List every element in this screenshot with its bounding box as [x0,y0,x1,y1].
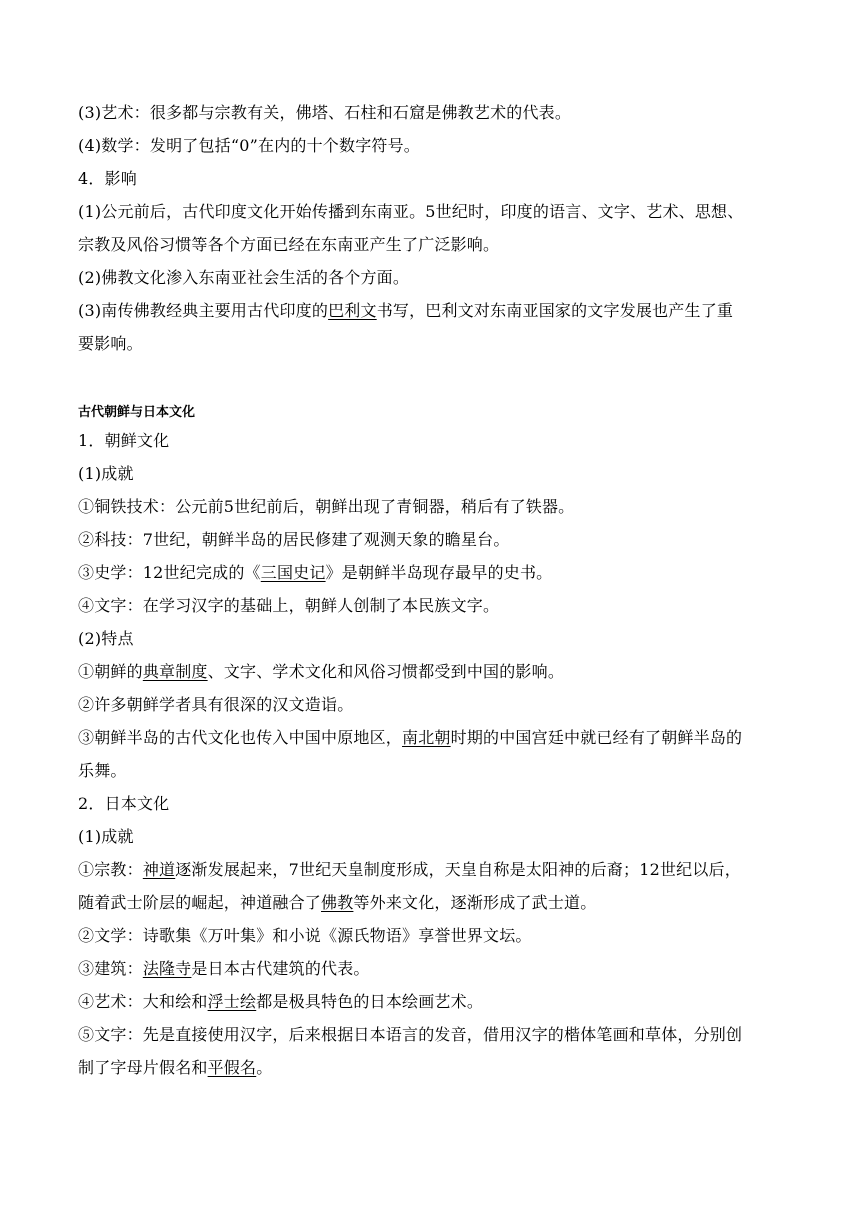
korea-achievement-3 [78,556,790,589]
influence-3-text-pre: (3)南传佛教经典主要用古代印度的 [78,301,329,320]
korea-f3-post: 时期的中国宫廷中就已经有了朝鲜半岛的 [450,728,743,747]
japan-achievements-label: (1)成就 [78,827,134,846]
japan-achievement-3 [78,952,790,985]
korea-a3-pre: ③史学：12世纪完成的《 [78,563,261,582]
shinto-term: 神道 [142,860,176,879]
japan-achievement-5-line-1: ⑤文字：先是直接使用汉字，后来根据日本语言的发音，借用汉字的楷体笔画和草体，分别创 [78,1025,743,1044]
ukiyoe-term: 浮士绘 [207,992,257,1011]
japan-achievement-1-line-1 [78,853,790,886]
korea-achievement-1: ①铜铁技术：公元前5世纪前后，朝鲜出现了青铜器，稍后有了铁器。 [78,497,575,516]
korea-f1-pre: ①朝鲜的 [78,662,143,681]
japan-a3-pre: ③建筑： [78,959,143,978]
pali-script-term: 巴利文 [328,301,377,320]
korea-f3-pre: ③朝鲜半岛的古代文化也传入中国中原地区， [78,728,403,747]
korea-feature-3-line-1 [78,721,790,754]
influence-1-line-2: 宗教及风俗习惯等各个方面已经在东南亚产生了广泛影响。 [78,235,500,254]
japan-a3-post: 是日本古代建筑的代表。 [191,959,370,978]
japan-achievement-1-line-2 [78,886,790,919]
samguk-sagi-term: 三国史记 [260,563,326,582]
korea-feature-3-line-2: 乐舞。 [78,761,127,780]
influence-3-line-2: 要影响。 [78,334,143,353]
horyuji-term: 法隆寺 [142,959,192,978]
southern-northern-dynasties-term: 南北朝 [402,728,451,747]
japan-a1-l2-post: 等外来文化，逐渐形成了武士道。 [353,893,597,912]
japan-achievement-2: ②文学：诗歌集《万叶集》和小说《源氏物语》享誉世界文坛。 [78,926,532,945]
japan-a1-post: 逐渐发展起来，7世纪天皇制度形成，天皇自称是太阳神的后裔；12世纪以后， [175,860,741,879]
institutions-term: 典章制度 [142,662,208,681]
japan-a5-l2-post: 。 [256,1058,273,1077]
influence-2-line: (2)佛教文化渗入东南亚社会生活的各个方面。 [78,268,410,287]
japan-achievement-5-line-2 [78,1051,790,1084]
korea-heading: 1．朝鲜文化 [78,431,170,450]
art-line: (3)艺术：很多都与宗教有关，佛塔、石柱和石窟是佛教艺术的代表。 [78,103,572,122]
japan-a4-pre: ④艺术：大和绘和 [78,992,208,1011]
hiragana-term: 平假名 [207,1058,257,1077]
section-title: 古代朝鲜与日本文化 [78,405,196,420]
math-line: (4)数学：发明了包括“0”在内的十个数字符号。 [78,136,421,155]
japan-achievement-4 [78,985,790,1018]
korea-f1-post: 、文字、学术文化和风俗习惯都受到中国的影响。 [207,662,565,681]
korea-achievements-label: (1)成就 [78,464,134,483]
korea-achievement-4: ④文字：在学习汉字的基础上，朝鲜人创制了本民族文字。 [78,596,500,615]
japan-heading: 2．日本文化 [78,794,170,813]
influence-3-text-post: 书写，巴利文对东南亚国家的文字发展也产生了重 [376,301,734,320]
korea-feature-2: ②许多朝鲜学者具有很深的汉文造诣。 [78,695,354,714]
japan-a1-l2-pre: 随着武士阶层的崛起，神道融合了 [78,893,322,912]
japan-a5-l2-pre: 制了字母片假名和 [78,1058,208,1077]
document-page [78,96,790,1084]
japan-a4-post: 都是极具特色的日本绘画艺术。 [256,992,484,1011]
influence-heading: 4．影响 [78,169,137,188]
influence-1-line-1: (1)公元前后，古代印度文化开始传播到东南亚。5世纪时，印度的语言、文字、艺术、思想、 [78,202,744,221]
influence-3-line-1 [78,294,790,327]
korea-features-label: (2)特点 [78,629,134,648]
section-spacer [78,360,790,402]
buddhism-term: 佛教 [321,893,354,912]
korea-achievement-2: ②科技：7世纪，朝鲜半岛的居民修建了观测天象的瞻星台。 [78,530,510,549]
japan-a1-pre: ①宗教： [78,860,143,879]
korea-a3-post: 》是朝鲜半岛现存最早的史书。 [325,563,553,582]
korea-feature-1 [78,655,790,688]
